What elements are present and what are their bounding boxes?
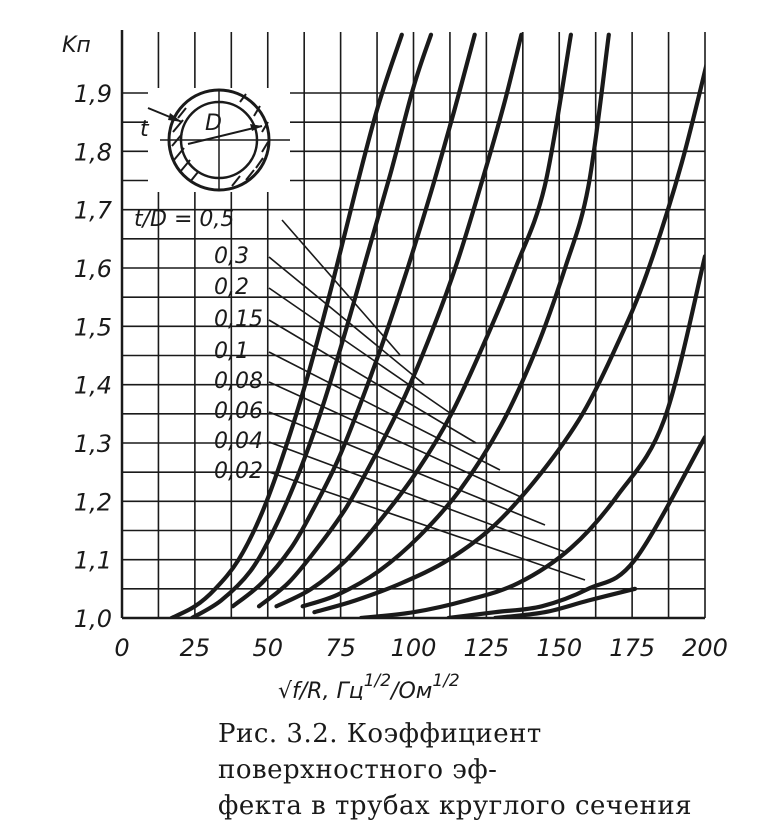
series-line-extra [495, 589, 635, 618]
legend-leader-lines [269, 220, 585, 580]
y-tick-label: 1,0 [73, 605, 112, 633]
legend-leader-line [269, 382, 523, 498]
x-axis-label-main: √f/R, Гц [278, 679, 364, 700]
y-axis-label: Kп [62, 33, 91, 58]
y-tick-label: 1,3 [73, 430, 112, 458]
legend-leader-line [269, 472, 585, 580]
x-tick-label: 200 [682, 634, 728, 662]
legend-leader-line [269, 412, 545, 525]
legend-entry-0-2: 0,2 [214, 275, 249, 300]
legend-entry-0-15: 0,15 [214, 307, 263, 332]
series-line-0-04 [361, 256, 705, 618]
svg-text:√f/R, Гц1/2/Ом1/2 [278, 671, 460, 700]
x-tick-label: 150 [536, 634, 583, 662]
pipe-cross-section-icon [140, 88, 290, 192]
legend-entry-0-06: 0,06 [214, 399, 263, 424]
x-axis-label-exp1: 1/2 [363, 671, 392, 691]
y-tick-label: 1,5 [73, 313, 112, 342]
x-tick-label: 0 [114, 634, 130, 662]
legend-entry-0-3: 0,3 [214, 244, 249, 269]
legend-entry-0-1: 0,1 [214, 339, 249, 364]
y-tick-label: 1,4 [73, 371, 112, 400]
x-tick-label: 75 [325, 634, 356, 662]
x-tick-label: 125 [463, 634, 510, 662]
x-tick-label: 25 [179, 634, 211, 662]
x-tick-labels [114, 634, 728, 662]
legend-entry-0-04: 0,04 [214, 429, 263, 454]
caption-line-2: фекта в трубах круглого сечения [218, 791, 693, 821]
legend-entry-0-02: 0,02 [214, 459, 263, 484]
y-tick-label: 1,1 [73, 546, 112, 575]
inset-label-D: D [205, 111, 222, 136]
y-tick-label: 1,2 [73, 488, 112, 517]
x-axis-label-exp2: 1/2 [432, 671, 460, 691]
y-tick-label: 1,9 [73, 80, 112, 108]
caption-line-1: Рис. 3.2. Коэффициент поверхностного эф- [218, 719, 542, 785]
x-tick-label: 100 [390, 634, 437, 662]
legend-entry-0-08: 0,08 [214, 369, 263, 394]
y-tick-label: 1,8 [73, 138, 112, 167]
y-tick-label: 1,6 [73, 255, 112, 283]
y-tick-labels [74, 80, 113, 633]
inset-label-t: t [140, 117, 149, 142]
y-tick-label: 1,7 [73, 196, 112, 225]
figure-caption [218, 716, 758, 824]
x-axis-label-mid: /Ом [391, 679, 433, 700]
legend-entry-0-5: t/D = 0,5 [134, 207, 235, 232]
x-tick-label: 50 [252, 634, 284, 662]
x-tick-label: 175 [609, 634, 656, 662]
x-axis-label [278, 671, 460, 700]
